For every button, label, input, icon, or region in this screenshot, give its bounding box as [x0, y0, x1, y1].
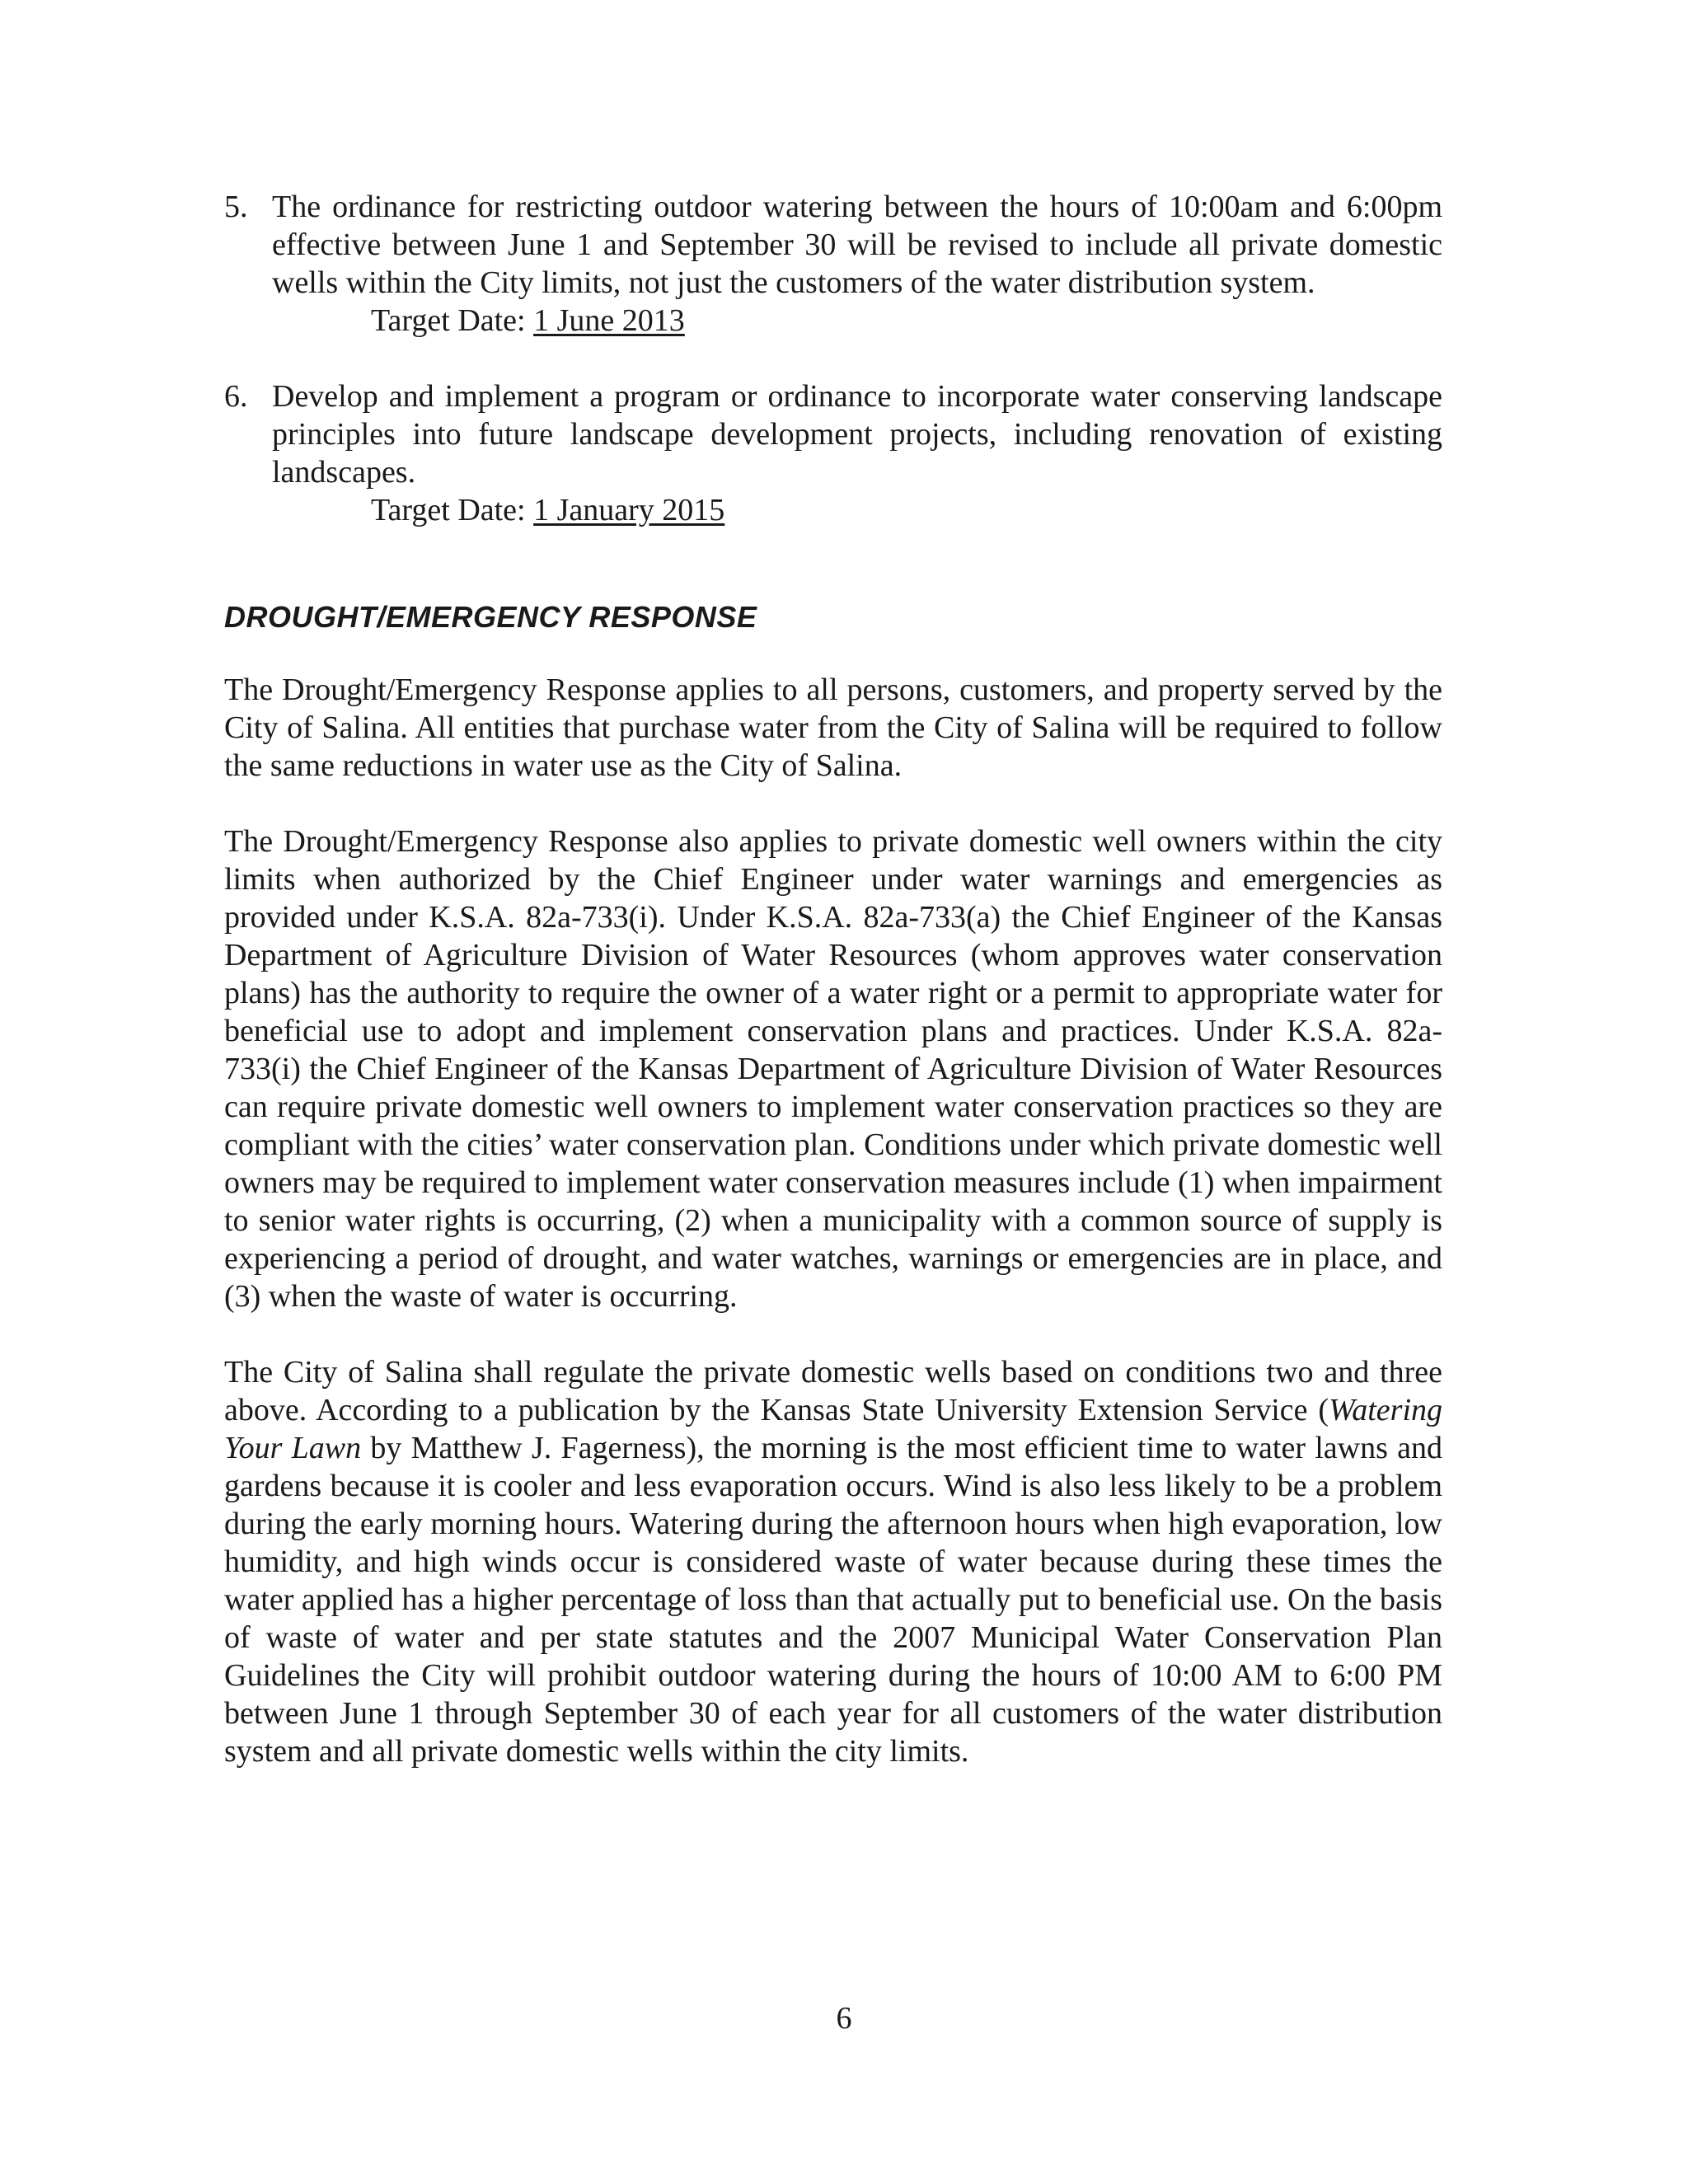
list-item-6 — [224, 377, 1442, 529]
page-number: 6 — [836, 2001, 852, 2036]
target-date-label: Target Date: — [371, 303, 526, 338]
target-date-value: 1 June 2013 — [533, 303, 685, 338]
target-date-line — [272, 491, 1442, 529]
spacer — [224, 340, 1442, 377]
spacer — [224, 1315, 1442, 1353]
paragraph-applicability: The Drought/Emergency Response applies to all persons, customers, and property served by the City of Salina. All entities that purchase water from the City of Salina will be required to follow the same reductions in water use as the City of Salina. — [224, 673, 1442, 783]
list-item-text: The ordinance for restricting outdoor watering between the hours of 10:00am and 6:00pm effective between June 1 and September 30 will be revised to include all private domestic wells within the City limits, not just the customers of the water distribution system. — [272, 190, 1442, 300]
paragraph-text: The City of Salina shall regulate the private domestic wells based on conditions two and three above. According to a publication by the Kansas State University Extension Service ( — [224, 1355, 1442, 1427]
list-item-number: 6. — [224, 379, 248, 414]
list-item-text: Develop and implement a program or ordinance to incorporate water conserving landscape principles into future landscape development projects, including renovation of existing landscapes. — [272, 379, 1442, 490]
list-item-number: 5. — [224, 190, 248, 224]
section-heading: DROUGHT/EMERGENCY RESPONSE — [224, 600, 757, 634]
target-date-line — [272, 302, 1442, 340]
paragraph-text: by Matthew J. Fagerness), the morning is the most efficient time to water lawns and gardens because it is cooler and less evaporation occurs. Wind is also less likely to be a problem during the early morning hours. Watering during the afternoon hours when high evaporation, low humidity, and high winds occur is considered waste of water because during these times the water applied has a higher percentage of loss than that actually put to beneficial use. On the basis of waste of water and per state statutes and the 2007 Municipal Water Conservation Plan Guidelines the City will prohibit outdoor watering during the hours of 10:00 AM to 6:00 PM between June 1 through September 30 of each year for all customers of the water distribution system and all private domestic wells within the city limits. — [224, 1431, 1442, 1769]
target-date-value: 1 January 2015 — [533, 493, 725, 527]
paragraph-regulation — [224, 1353, 1442, 1770]
paragraph-private-wells: The Drought/Emergency Response also applies to private domestic well owners within the city limits when authorized by the Chief Engineer under water warnings and emergencies as provided under K.S.A. 82a-733(i). Under K.S.A. 82a-733(a) the Chief Engineer of the Kansas Department of Agriculture Division of Water Resources (whom approves water conservation plans) has the authority to require the owner of a water right or a permit to appropriate water for beneficial use to adopt and implement conservation plans and practices. Under K.S.A. 82a-733(i) the Chief Engineer of the Kansas Department of Agriculture Division of Water Resources can require private domestic well owners to implement water conservation practices so they are compliant with the cities’ water conservation plan. Conditions under which private domestic well owners may be required to implement water conservation measures include (1) when impairment to senior water rights is occurring, (2) when a municipality with a common source of supply is experiencing a period of drought, and water watches, warnings or emergencies are in place, and (3) when the waste of water is occurring. — [224, 824, 1442, 1314]
list-item-5 — [224, 188, 1442, 340]
page-content — [224, 188, 1442, 1770]
list-item-body — [272, 377, 1442, 529]
target-date-label: Target Date: — [371, 493, 526, 527]
spacer — [224, 785, 1442, 823]
publication-title: Watering Your Lawn — [224, 1393, 1442, 1465]
list-item-body — [272, 188, 1442, 340]
